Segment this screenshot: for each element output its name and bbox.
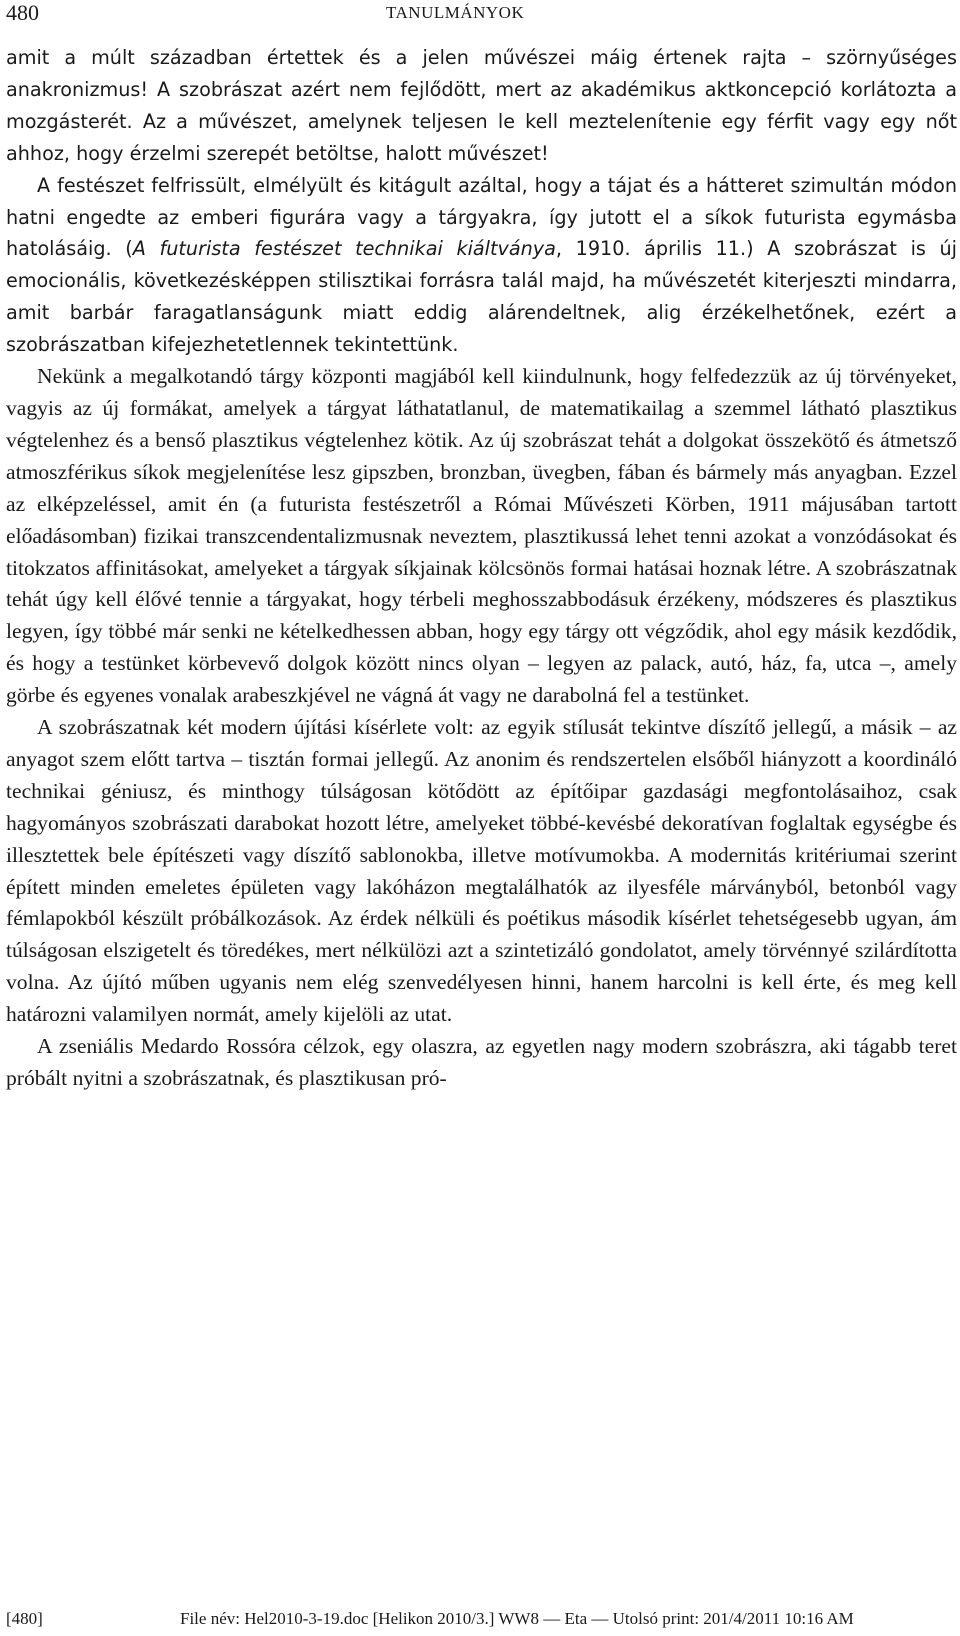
paragraph: [6, 170, 957, 361]
footer-page-ref: [480]: [6, 1609, 43, 1628]
paragraph-text: amit a múlt században értettek és a jelen művészei máig értenek rajta – szörnyűséges anakronizmus! A szobrászat azért nem fejlődött, mert az akadémikus aktkoncepció korlátozta a mozgásterét. Az a művészet, amelynek teljesen le kell meztelenítenie egy férfit vagy egy nőt ahhoz, hogy érzelmi szerepét betöltse, halott művészet!: [6, 46, 957, 165]
paragraph: A zseniális Medardo Rossóra célzok, egy olaszra, az egyetlen nagy modern szobrászra, aki tágabb teret próbált nyitni a szobrászatnak, és plasztikusan pró-: [6, 1034, 957, 1090]
paragraph: [6, 42, 957, 170]
article-body: [6, 42, 957, 1095]
page-header: [0, 0, 960, 30]
page-footer: [0, 1606, 960, 1632]
paragraph: Nekünk a megalkotandó tárgy központi magjából kell kiindulnunk, hogy felfedezzük az új törvényeket, vagyis az új formákat, amelyek a tárgyat láthatatlanul, de matematikailag a szemmel látható plasztikus végtelenhez és a benső plasztikus végtelenhez kötik. Az új szobrászat tehát a dolgokat összekötő és átmetsző atmoszférikus síkok megjelenítése lesz gipszben, bronzban, üvegben, fában és bármely más anyagban. Ezzel az elképzeléssel, amit én (a futurista festészetről a Római Művészeti Körben, 1911 májusában tartott előadásomban) fizikai transzcendentalizmusnak neveztem, plasztikussá lehet tenni azokat a vonzódásokat és titokzatos affinitásokat, amelyeket a tárgyak síkjainak kölcsönös formai hatásai hoznak létre. A szobrászatnak tehát úgy kell élővé tennie a tárgyakat, hogy térbeli meghosszabbodásuk érzékeny, módszeres és plasztikus legyen, így többé már senki ne kételkedhessen abban, hogy egy tárgy ott végződik, ahol egy másik kezdődik, és hogy a testünket körbevevő dolgok között nincs olyan – legyen az palack, autó, ház, fa, utca –, amely görbe és egyenes vonalak arabeszkjével ne vágná át vagy ne darabolná fel a testünket.: [6, 364, 957, 708]
page-number: 480: [6, 0, 39, 25]
paragraph-text: , 1910. április 11.) A szobrászat is új emocionális, következésképpen stilisztikai forrásra talál majd, ha művészetét kiterjeszti mindarra, amit barbár faragatlanságunk miatt eddig alárendeltnek, alig érzékelhetőnek, ezért a szobrászatban kifejezhetetlennek tekintettünk.: [6, 237, 958, 357]
running-head: TANULMÁNYOK: [386, 3, 525, 22]
paragraph-text: A festészet felfrissült, elmélyült és kitágult azáltal, hogy a tájat és a hátteret szimultán módon hatni engedte az emberi figurára vagy a tárgyakra, így jutott el a síkok futurista egymásba hatolásáig. (: [6, 173, 957, 261]
manifesto-title: A futurista festészet technikai kiáltványa: [132, 237, 556, 261]
paragraph: A szobrászatnak két modern újítási kísérlete volt: az egyik stílusát tekintve díszítő jellegű, a másik – az anyagot szem előtt tartva – tisztán formai jellegű. Az anonim és rendszertelen elsőből hiányzott a koordináló technikai géniusz, és minthogy túlságosan kötődött az építőipar gazdasági megfontolásaihoz, csak hagyományos szobrászati darabokat hozott létre, amelyeket többé-kevésbé dekoratívan foglaltak egységbe és illesztettek bele építészeti vagy díszítő sablonokba, illetve motívumokba. A modernitás kritériumai szerint épített minden emeletes épületen vagy lakóházon megtalálhatók az ilyesféle márványból, betonból vagy fémlapokból készült próbálkozások. Az érdek nélküli és poétikus második kísérlet tehetségesebb ugyan, ám túlságosan elszigetelt és töredékes, mert nélkülözi azt a szintetizáló gondolatot, amely törvénnyé szilárdította volna. Az újító műben ugyanis nem elég szenvedélyesen hinni, hanem harcolni is kell érte, és meg kell határozni valamilyen normát, amely kijelöli az utat.: [6, 715, 957, 1027]
footer-file-info: File név: Hel2010-3-19.doc [Helikon 2010/3.] WW8 — Eta — Utolsó print: 201/4/2011 10:16 AM: [180, 1609, 854, 1628]
